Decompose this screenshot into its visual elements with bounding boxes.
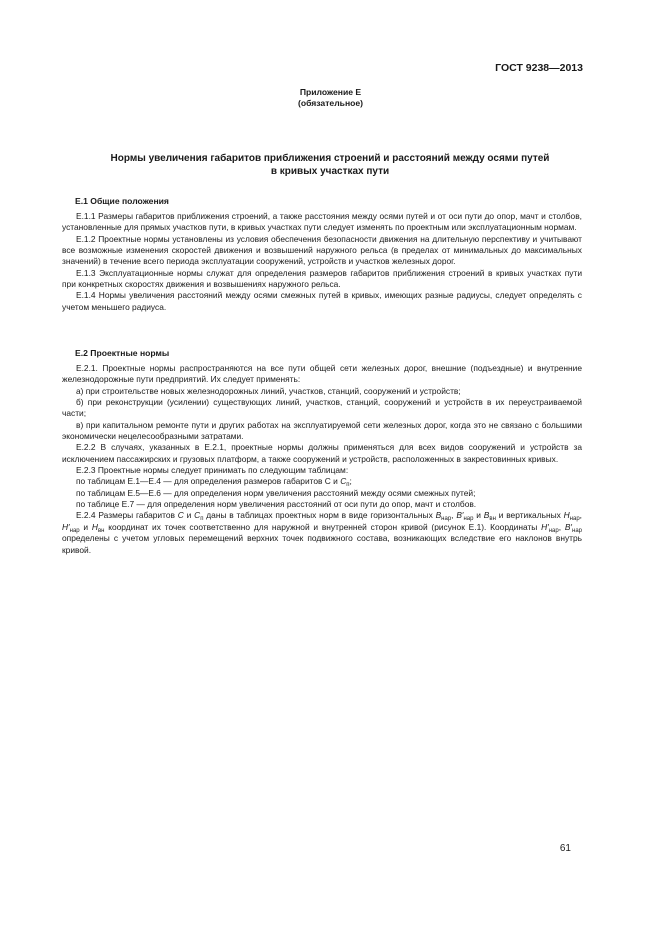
paragraph-e2-3c: по таблице Е.7 — для определения норм увеличения расстояний от оси пути до опор, мачт и столбов. xyxy=(76,499,477,510)
paragraph-e2-1: Е.2.1. Проектные нормы распространяются на все пути общей сети железных дорог, внешние (подъездные) и внутренние железнодорожные пути предприятий. Их следует применять: xyxy=(62,363,582,385)
paragraph-e2-1a: а) при строительстве новых железнодорожных линий, участков, станций, сооружений и устройств; xyxy=(76,385,461,396)
appendix-title: Приложение Е xyxy=(299,87,362,97)
text-run: ; xyxy=(349,476,352,487)
text-run: и xyxy=(473,510,484,521)
subscript: вн xyxy=(97,527,105,534)
text-run: даны в таблицах проектных норм в виде горизонтальных xyxy=(203,510,436,521)
text-run: , xyxy=(451,510,457,521)
subscript: п xyxy=(346,482,350,489)
subscript: нар xyxy=(548,527,559,534)
var-b-prime-nar: В′ xyxy=(456,510,464,521)
var-cn: С xyxy=(194,510,201,521)
section-heading-e2: Е.2 Проектные нормы xyxy=(75,348,170,358)
var-b-prime-nar: В′ xyxy=(564,521,572,532)
section-e2-body xyxy=(62,363,582,556)
var-h-prime-nar: Н′ xyxy=(62,521,70,532)
text-run: , xyxy=(579,510,582,521)
paragraph-e1-1: Е.1.1 Размеры габаритов приближения строений, а также расстояния между осями путей и от оси пути до опор, мачт и столбов, установленные для прямых участков пути, в кривых участках пути следует изменять по проектным или эксплуатационным нормам. xyxy=(62,211,582,233)
subscript: нар xyxy=(69,527,80,534)
var-c: С xyxy=(177,510,184,521)
subscript: нар xyxy=(463,516,474,523)
paragraph-e2-3a xyxy=(62,476,582,487)
paragraph-e1-2: Е.1.2 Проектные нормы установлены из условия обеспечения безопасности движения на длительную перспективу и учитывают все возможные изменения скоростей движения и возвышений наружного рельса (в пределах от минимальных до максимальных значений) в течение всего периода эксплуатации сооружений, устройств и участков железных дорог. xyxy=(62,233,582,267)
var-b-nar: В xyxy=(435,510,442,521)
var-h-vn: Н xyxy=(91,521,98,532)
text-run: и xyxy=(79,521,92,532)
paragraph-e2-2: Е.2.2 В случаях, указанных в Е.2.1, проектные нормы должны применяться для всех видов сооружений и устройств за исключением пассажирских и грузовых платформ, а также сооружений и устройств, расположенных в закрестовинных кривых. xyxy=(62,442,582,464)
section-e1-body xyxy=(62,211,582,313)
page-number: 61 xyxy=(559,843,571,854)
text-run: и xyxy=(183,510,195,521)
subscript: нар xyxy=(441,516,452,523)
text-run: по таблицам Е.1—Е.4 — для определения размеров габаритов С и xyxy=(76,476,341,487)
document-title xyxy=(60,152,600,178)
paragraph-e2-3b: по таблицам Е.5—Е.6 — для определения норм увеличения расстояний между осями смежных путей; xyxy=(76,487,476,498)
text-run: , xyxy=(558,521,565,532)
paragraph-e2-3: Е.2.3 Проектные нормы следует принимать по следующим таблицам: xyxy=(76,465,349,476)
document-title-line2: в кривых участках пути xyxy=(270,166,390,177)
subscript: нар xyxy=(572,527,582,534)
text-run: координат их точек соответственно для наружной и внутренней сторон кривой (рисунок Е.1). Координаты xyxy=(104,521,542,532)
var-c: С xyxy=(340,476,347,487)
paragraph-e2-1c: в) при капитальном ремонте пути и других работах на эксплуатируемой сети железных дорог, когда это не связано с большими экономически нецелесообразными затратами. xyxy=(62,419,582,442)
var-h-nar: Н xyxy=(563,510,570,521)
var-b-vn: В xyxy=(483,510,490,521)
text-run: Е.2.4 Размеры габаритов xyxy=(76,510,178,521)
text-run: определены с учетом угловых перемещений верхних точек подвижного состава, возникающих вследствие его наклонов внутрь кривой. xyxy=(62,533,582,555)
text-run: и вертикальных xyxy=(495,510,564,521)
paragraph-e2-4 xyxy=(62,510,582,555)
subscript: нар xyxy=(569,516,580,523)
document-title-line1: Нормы увеличения габаритов приближения строений и расстояний между осями путей xyxy=(110,153,550,164)
subscript: вн xyxy=(489,516,496,523)
paragraph-e2-1b: б) при реконструкции (усилении) существующих линий, участков, станций, сооружений и устройств в их переустраиваемой части; xyxy=(62,397,582,419)
var-h-prime-nar: Н′ xyxy=(541,521,549,532)
subscript: п xyxy=(200,516,204,523)
section-heading-e1: Е.1 Общие положения xyxy=(75,196,169,206)
paragraph-e1-4: Е.1.4 Нормы увеличения расстояний между осями смежных путей в кривых, имеющих разные радиусы, следует определять с учетом меньшего радиуса. xyxy=(62,290,582,312)
paragraph-e1-3: Е.1.3 Эксплуатационные нормы служат для определения размеров габаритов приближения строений в кривых участках пути при конкретных скоростях движения и возвышениях наружного рельса. xyxy=(62,267,582,290)
standard-number: ГОСТ 9238—2013 xyxy=(495,62,583,74)
appendix-subtitle: (обязательное) xyxy=(297,98,364,108)
